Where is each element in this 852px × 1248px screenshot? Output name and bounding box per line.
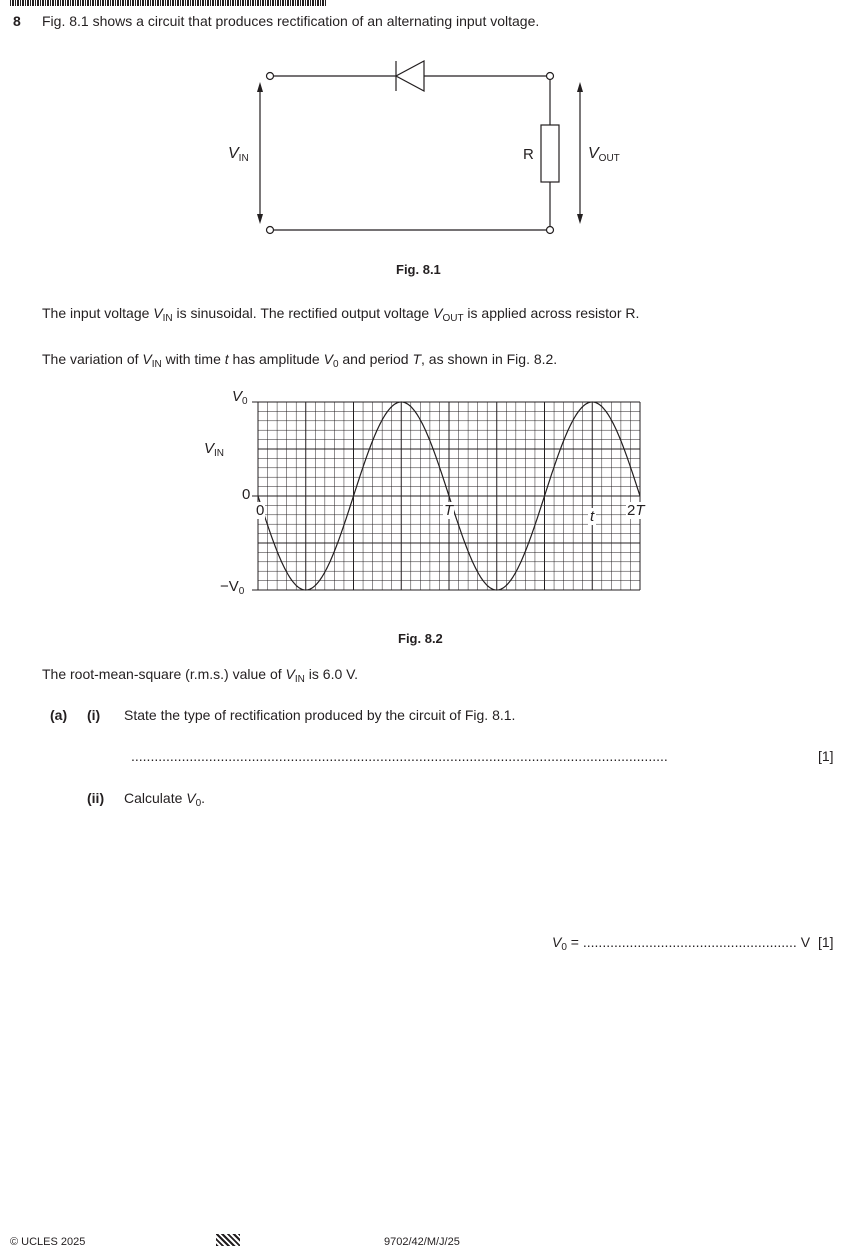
para-input-voltage: The input voltage $V_{IN}$ is sinusoidal. The rectified output voltage $V_{OUT}$ is applied across resistor R. (42, 305, 640, 324)
para-rms: The root-mean-square (r.m.s.) value of $V_{IN}$ is 6.0 V. (42, 666, 359, 685)
x-zero-label: 0 (256, 502, 265, 519)
resistor-label: R (523, 146, 534, 163)
question-intro: Fig. 8.1 shows a circuit that produces rectification of an alternating input voltage. (42, 13, 540, 29)
question-number: 8 (13, 13, 21, 29)
footer-copyright: © UCLES 2025 (10, 1236, 86, 1248)
fig81-caption: Fig. 8.1 (396, 262, 441, 277)
x-T-label: T (444, 502, 454, 519)
para-variation: The variation of $V_{IN}$ with time t has amplitude $V_0$ and period T, as shown in Fig. 8.2. (42, 351, 558, 370)
x-t-label: t (590, 508, 595, 525)
part-a-label: (a) (50, 707, 68, 723)
footer-qr-icon (216, 1234, 240, 1246)
vin-label: $V_{IN}$ (228, 145, 249, 164)
y-bottom-label: $-V_0$ (220, 578, 245, 597)
y-top-label: $V_0$ (232, 388, 248, 407)
x-2T-label: 2T (627, 502, 645, 519)
y-zero-label: 0 (242, 486, 251, 503)
marks-a-i: [1] (818, 748, 834, 764)
part-a-i-label: (i) (87, 707, 101, 723)
answer-line-a-i[interactable]: .......................................................................................................................................... (131, 748, 668, 764)
vout-label: $V_{OUT}$ (588, 145, 620, 164)
fig82-caption: Fig. 8.2 (398, 631, 443, 646)
marks-a-ii: [1] (818, 934, 834, 950)
part-a-ii-text: Calculate $V_0$. (124, 790, 206, 809)
part-a-i-text: State the type of rectification produced by the circuit of Fig. 8.1. (124, 707, 516, 723)
part-a-ii-label: (ii) (87, 790, 105, 806)
footer-code: 9702/42/M/J/25 (384, 1236, 460, 1248)
answer-v0-line[interactable]: $V_0$ = ....................................................... V (552, 934, 811, 953)
y-axis-label: $V_{IN}$ (204, 440, 225, 459)
